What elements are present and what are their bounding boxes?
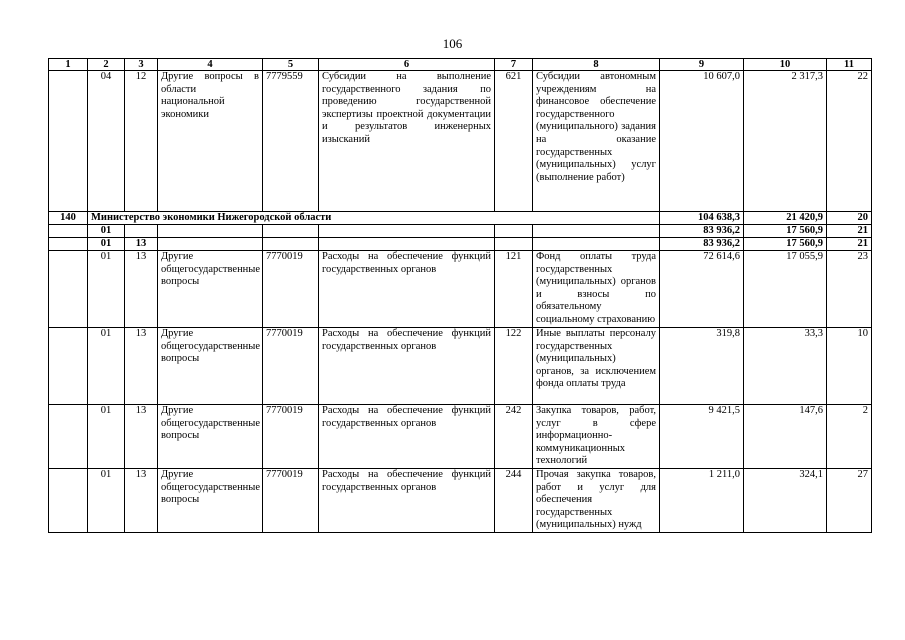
cell-plan: 83 936,2 bbox=[660, 238, 744, 251]
cell-article-name: Расходы на обеспечение функций государственных органов bbox=[319, 251, 495, 328]
column-header: 9 bbox=[660, 59, 744, 71]
cell-plan: 9 421,5 bbox=[660, 405, 744, 469]
cell-expense-type: 621 bbox=[495, 71, 533, 212]
cell-section: 01 bbox=[88, 225, 125, 238]
column-header: 4 bbox=[158, 59, 263, 71]
cell-section: 01 bbox=[88, 469, 125, 533]
cell-target-article: 7779559 bbox=[263, 71, 319, 212]
table-row bbox=[49, 71, 872, 212]
table-row bbox=[49, 251, 872, 328]
cell-actual: 21 420,9 bbox=[744, 212, 827, 225]
empty-cell bbox=[263, 225, 319, 238]
cell-article-name: Расходы на обеспечение функций государственных органов bbox=[319, 328, 495, 405]
cell-plan: 319,8 bbox=[660, 328, 744, 405]
cell-expense-type: 244 bbox=[495, 469, 533, 533]
cell-subsection: 13 bbox=[125, 238, 158, 251]
cell-percent: 21 bbox=[827, 238, 872, 251]
empty-cell bbox=[49, 238, 88, 251]
cell-subsection: 13 bbox=[125, 328, 158, 405]
column-header: 2 bbox=[88, 59, 125, 71]
empty-cell bbox=[49, 405, 88, 469]
empty-cell bbox=[125, 225, 158, 238]
subsection-row bbox=[49, 238, 872, 251]
cell-expense-type: 121 bbox=[495, 251, 533, 328]
empty-cell bbox=[533, 225, 660, 238]
column-header: 7 bbox=[495, 59, 533, 71]
cell-actual: 147,6 bbox=[744, 405, 827, 469]
column-header: 5 bbox=[263, 59, 319, 71]
empty-cell bbox=[263, 238, 319, 251]
cell-section: 01 bbox=[88, 251, 125, 328]
empty-cell bbox=[49, 469, 88, 533]
cell-expense-name: Закупка товаров, работ, услуг в сфере информационно-коммуникационных технологий bbox=[533, 405, 660, 469]
empty-cell bbox=[158, 225, 263, 238]
cell-article-name: Расходы на обеспечение функций государственных органов bbox=[319, 405, 495, 469]
cell-expense-name: Прочая закупка товаров, работ и услуг для обеспечения государственных (муниципальных) нужд bbox=[533, 469, 660, 533]
cell-percent: 21 bbox=[827, 225, 872, 238]
empty-cell bbox=[49, 328, 88, 405]
cell-article-name: Субсидии на выполнение государственного задания по проведению государственной экспертизы проектной документации и результатов инженерных изысканий bbox=[319, 71, 495, 212]
budget-table bbox=[48, 58, 872, 533]
cell-plan: 72 614,6 bbox=[660, 251, 744, 328]
cell-target-article: 7770019 bbox=[263, 251, 319, 328]
cell-percent: 20 bbox=[827, 212, 872, 225]
cell-section: 04 bbox=[88, 71, 125, 212]
table-row bbox=[49, 328, 872, 405]
empty-cell bbox=[495, 225, 533, 238]
cell-expense-type: 122 bbox=[495, 328, 533, 405]
cell-percent: 2 bbox=[827, 405, 872, 469]
cell-expense-name: Иные выплаты персоналу государственных (муниципальных) органов, за исключением фонда оплаты труда bbox=[533, 328, 660, 405]
cell-subsection-name: Другие вопросы в области национальной экономики bbox=[158, 71, 263, 212]
cell-percent: 10 bbox=[827, 328, 872, 405]
cell-section: 01 bbox=[88, 238, 125, 251]
cell-subsection-name: Другие общегосударственные вопросы bbox=[158, 251, 263, 328]
cell-target-article: 7770019 bbox=[263, 328, 319, 405]
dept-row bbox=[49, 212, 872, 225]
cell-expense-name: Субсидии автономным учреждениям на финансовое обеспечение государственного (муниципального) задания на оказание государственных (муниципальных) услуг (выполнение работ) bbox=[533, 71, 660, 212]
cell-plan: 83 936,2 bbox=[660, 225, 744, 238]
empty-cell bbox=[533, 238, 660, 251]
cell-target-article: 7770019 bbox=[263, 405, 319, 469]
cell-subsection-name: Другие общегосударственные вопросы bbox=[158, 328, 263, 405]
cell-actual: 2 317,3 bbox=[744, 71, 827, 212]
dept-code: 140 bbox=[49, 212, 88, 225]
column-number-header bbox=[49, 59, 872, 71]
column-header: 8 bbox=[533, 59, 660, 71]
cell-subsection: 13 bbox=[125, 251, 158, 328]
dept-name: Министерство экономики Нижегородской области bbox=[88, 212, 660, 225]
page-number: 106 bbox=[442, 36, 463, 51]
cell-col1 bbox=[49, 71, 88, 212]
column-header: 1 bbox=[49, 59, 88, 71]
empty-cell bbox=[49, 251, 88, 328]
column-header: 6 bbox=[319, 59, 495, 71]
cell-actual: 33,3 bbox=[744, 328, 827, 405]
empty-cell bbox=[495, 238, 533, 251]
empty-cell bbox=[49, 225, 88, 238]
cell-plan: 10 607,0 bbox=[660, 71, 744, 212]
cell-expense-name: Фонд оплаты труда государственных (муниципальных) органов и взносы по обязательному социальному страхованию bbox=[533, 251, 660, 328]
empty-cell bbox=[158, 238, 263, 251]
cell-section: 01 bbox=[88, 328, 125, 405]
cell-article-name: Расходы на обеспечение функций государственных органов bbox=[319, 469, 495, 533]
empty-cell bbox=[319, 238, 495, 251]
cell-percent: 23 bbox=[827, 251, 872, 328]
cell-target-article: 7770019 bbox=[263, 469, 319, 533]
cell-plan: 104 638,3 bbox=[660, 212, 744, 225]
cell-actual: 17 055,9 bbox=[744, 251, 827, 328]
cell-percent: 22 bbox=[827, 71, 872, 212]
cell-actual: 17 560,9 bbox=[744, 238, 827, 251]
cell-subsection-name: Другие общегосударственные вопросы bbox=[158, 405, 263, 469]
cell-subsection: 13 bbox=[125, 469, 158, 533]
column-header: 3 bbox=[125, 59, 158, 71]
cell-percent: 27 bbox=[827, 469, 872, 533]
table-row bbox=[49, 469, 872, 533]
table-row bbox=[49, 405, 872, 469]
section-row bbox=[49, 225, 872, 238]
cell-plan: 1 211,0 bbox=[660, 469, 744, 533]
cell-subsection: 13 bbox=[125, 405, 158, 469]
cell-expense-type: 242 bbox=[495, 405, 533, 469]
cell-subsection-name: Другие общегосударственные вопросы bbox=[158, 469, 263, 533]
cell-subsection: 12 bbox=[125, 71, 158, 212]
cell-section: 01 bbox=[88, 405, 125, 469]
column-header: 11 bbox=[827, 59, 872, 71]
empty-cell bbox=[319, 225, 495, 238]
cell-actual: 324,1 bbox=[744, 469, 827, 533]
column-header: 10 bbox=[744, 59, 827, 71]
cell-actual: 17 560,9 bbox=[744, 225, 827, 238]
